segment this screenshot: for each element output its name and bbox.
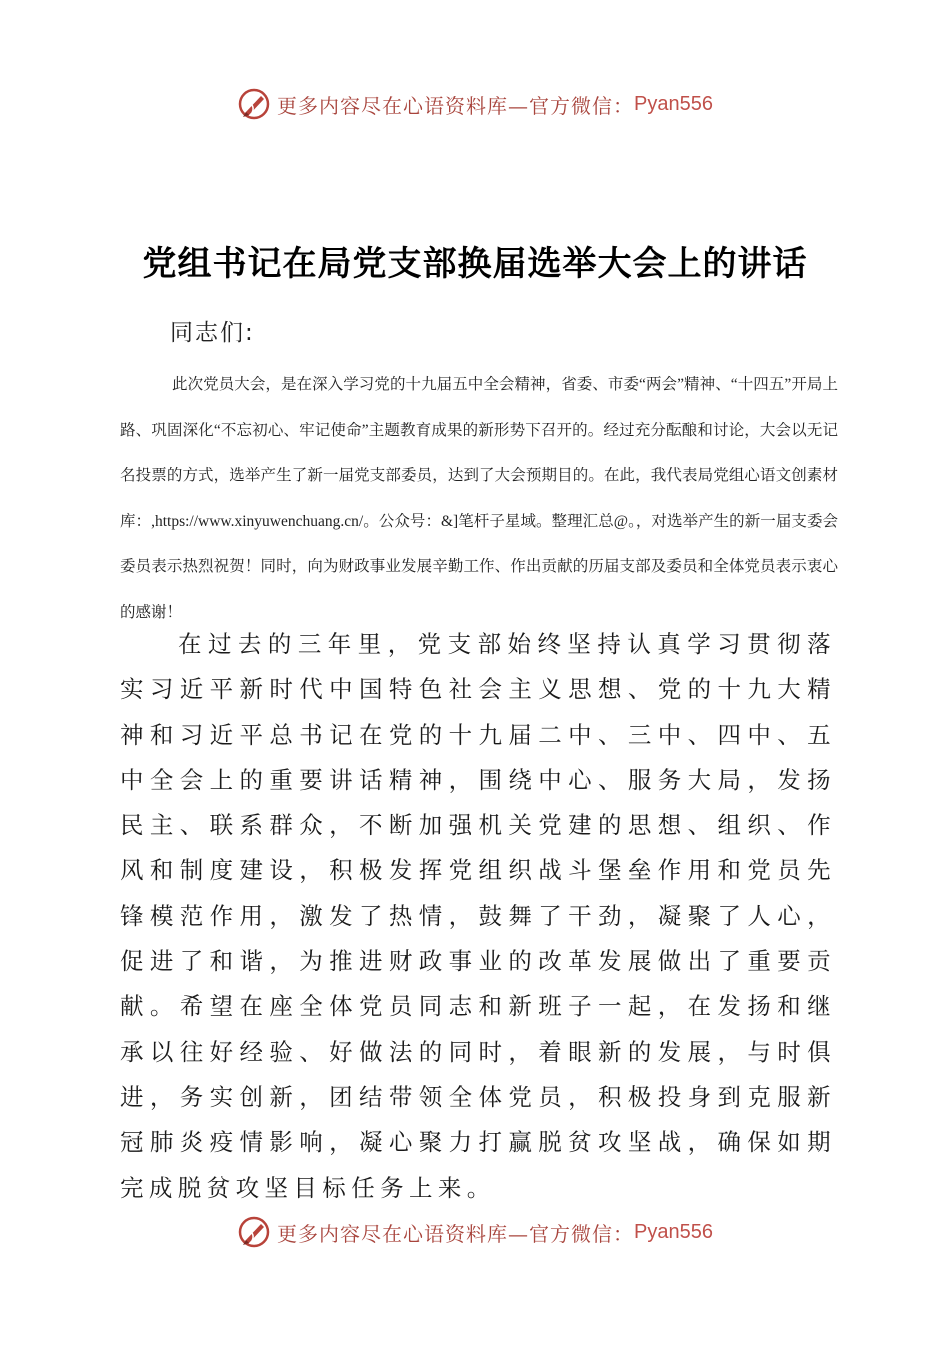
paragraph-review: 在过去的三年里，党支部始终坚持认真学习贯彻落实习近平新时代中国特色社会主义思想、党的十九大精神和习近平总书记在党的十九届二中、三中、四中、五中全会上的重要讲话精神，围绕中心、服务大局，发扬民主、联系群众，不断加强机关党建的思想、组织、作风和制度建设，积极发挥党组织战斗堡垒作用和党员先锋模范作用，激发了热情，鼓舞了干劲，凝聚了人心，促进了和谐，为推进财政事业的改革发展做出了重要贡献。希望在座全体党员同志和新班子一起，在发扬和继承以往好经验、好做法的同时，着眼新的发展，与时俱进，务实创新，团结带领全体党员，积极投身到克服新冠肺炎疫情影响，凝心聚力打赢脱贫攻坚战，确保如期完成脱贫攻坚目标任务上来。: [120, 630, 836, 1202]
document-title: 党组书记在局党支部换届选举大会上的讲话: [142, 244, 808, 284]
header-brand-text: 更多内容尽在心语资料库—官方微信：: [277, 93, 635, 118]
header-wechat-id: Pyan556: [634, 92, 713, 115]
salutation: 同志们:: [170, 320, 255, 346]
footer-wechat-id: Pyan556: [634, 1220, 713, 1243]
header-watermark: [0, 84, 950, 124]
pen-logo-icon: [237, 87, 271, 121]
footer-brand-text: 更多内容尽在心语资料库—官方微信：: [277, 1221, 635, 1246]
pen-logo-icon: [237, 1215, 271, 1249]
footer-watermark: [0, 1212, 950, 1252]
paragraph-opening: 此次党员大会，是在深入学习党的十九届五中全会精神，省委、市委“两会”精神、“十四五”开局上路、巩固深化“不忘初心、牢记使命”主题教育成果的新形势下召开的。经过充分酝酿和讨论，大会以无记名投票的方式，选举产生了新一届党支部委员，达到了大会预期目的。在此，我代表局党组心语文创素材库：,https://www.xinyuwenchuang.cn/。公众号：&]笔杆子星域。整理汇总@。，对选举产生的新一届支委会委员表示热烈祝贺！同时，向为财政事业发展辛勤工作、作出贡献的历届支部及委员和全体党员表示衷心的感谢！: [120, 376, 838, 621]
